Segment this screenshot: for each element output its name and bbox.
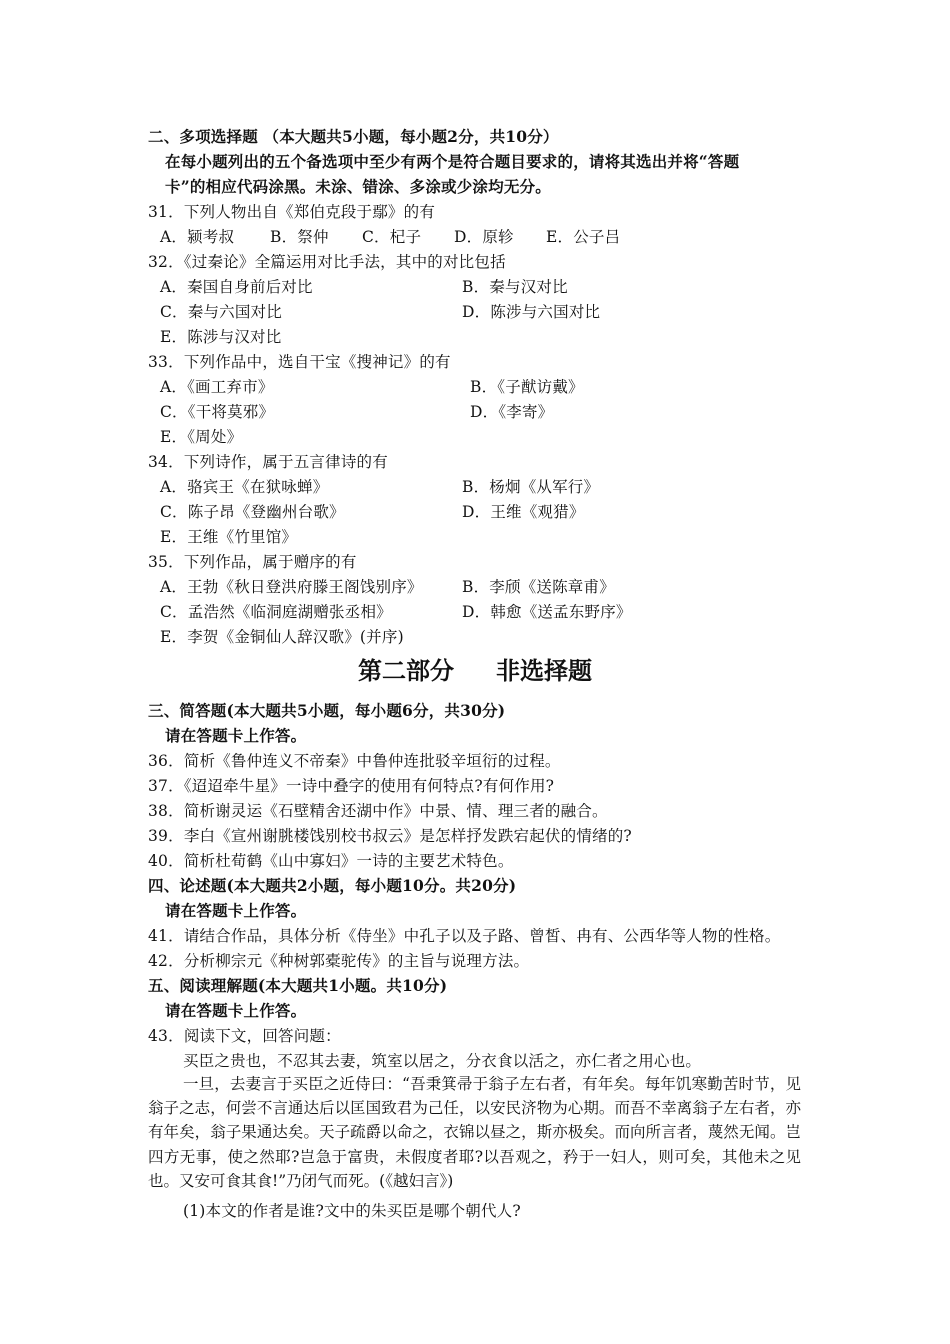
q32-option-d: D．陈涉与六国对比 [462,303,601,321]
section2-instruction-line1: 在每小题列出的五个备选项中至少有两个是符合题目要求的，请将其选出并将“答题 [165,152,740,171]
q34-option-b: B．杨炯《从军行》 [462,478,600,496]
q31-option-e: E．公子吕 [546,228,621,246]
question-31-stem: 31．下列人物出自《郑伯克段于鄢》的有 [148,203,436,221]
q35-option-d: D．韩愈《送孟东野序》 [462,603,632,621]
q32-option-c: C．秦与六国对比 [160,303,282,321]
part2-title-left: 第二部分 [358,657,454,685]
q34-option-a: A．骆宾王《在狱咏蝉》 [160,478,329,496]
section5-note: 请在答题卡上作答。 [165,1001,307,1020]
question-43-sub-1: (1)本文的作者是谁?文中的朱买臣是哪个朝代人? [183,1202,521,1220]
q33-option-d: D．《李寄》 [470,403,554,421]
reading-paragraph-1: 买臣之贵也，不忍其去妻，筑室以居之，分衣食以活之，亦仁者之用心也。 [183,1052,702,1070]
q35-option-a: A．王勃《秋日登洪府滕王阁饯别序》 [160,578,423,596]
q35-option-e: E．李贺《金铜仙人辞汉歌》(并序) [160,628,404,646]
section4-heading: 四、论述题(本大题共2小题，每小题10分。共20分) [148,876,517,895]
reading-paragraph-2: 一旦，去妻言于买臣之近侍曰：“吾秉箕帚于翁子左右者，有年矣。每年饥寒勤苦时节，见翁子之志，何尝不言通达后以匡国致君为己任，以安民济物为心期。而吾不幸离翁子左右者，亦有年矣，翁子果通达矣。天子疏爵以命之，衣锦以昼之，斯亦极矣。而向所言者，蔑然无闻。岂四方无事，使之然耶?岂急于富贵，未假度者耶?以吾观之，矜于一妇人，则可矣，其他未之见也。又安可食其食!”乃闭气而死。(《越妇言》) [148,1075,801,1190]
question-40: 40．简析杜荀鹤《山中寡妇》一诗的主要艺术特色。 [148,852,514,870]
question-41: 41．请结合作品，具体分析《侍坐》中孔子以及子路、曾皙、冉有、公西华等人物的性格。 [148,927,781,945]
section2-instruction-line2: 卡”的相应代码涂黑。未涂、错涂、多涂或少涂均无分。 [165,177,551,196]
part2-title-right: 非选择题 [496,657,592,685]
question-35-stem: 35．下列作品，属于赠序的有 [148,553,357,571]
section4-note: 请在答题卡上作答。 [165,901,307,920]
q34-option-c: C．陈子昂《登幽州台歌》 [160,503,345,521]
section2-heading: 二、多项选择题 （本大题共5小题，每小题2分，共10分） [148,127,559,146]
q32-option-e: E．陈涉与汉对比 [160,328,282,346]
question-43-stem: 43．阅读下文，回答问题： [148,1027,341,1045]
q33-option-c: C．《干将莫邪》 [160,403,275,421]
section3-note: 请在答题卡上作答。 [165,726,307,745]
q32-option-b: B．秦与汉对比 [462,278,568,296]
question-42: 42．分析柳宗元《种树郭橐驼传》的主旨与说理方法。 [148,952,530,970]
question-36: 36．简析《鲁仲连义不帝秦》中鲁仲连批驳辛垣衍的过程。 [148,752,561,770]
q33-option-a: A．《画工弃市》 [160,378,274,396]
question-37: 37．《迢迢牵牛星》一诗中叠字的使用有何特点?有何作用? [148,777,555,795]
q35-option-c: C．孟浩然《临洞庭湖赠张丞相》 [160,603,392,621]
q34-option-d: D．王维《观猎》 [462,503,585,521]
q35-option-b: B．李颀《送陈章甫》 [462,578,615,596]
section5-heading: 五、阅读理解题(本大题共1小题。共10分) [148,976,448,995]
question-34-stem: 34．下列诗作，属于五言律诗的有 [148,453,388,471]
q32-option-a: A．秦国自身前后对比 [160,278,313,296]
q34-option-e: E．王维《竹里馆》 [160,528,298,546]
q33-option-b: B．《子猷访戴》 [470,378,584,396]
q31-option-c: C．杞子 [362,228,422,246]
section3-heading: 三、简答题(本大题共5小题，每小题6分，共30分) [148,701,506,720]
question-38: 38．简析谢灵运《石壁精舍还湖中作》中景、情、理三者的融合。 [148,802,608,820]
part2-title [0,656,950,686]
question-33-stem: 33．下列作品中，选自干宝《搜神记》的有 [148,353,451,371]
q31-option-a: A．颍考叔 [160,228,235,246]
q33-option-e: E．《周处》 [160,428,243,446]
question-32-stem: 32．《过秦论》全篇运用对比手法，其中的对比包括 [148,253,506,271]
q31-option-b: B．祭仲 [270,228,329,246]
question-39: 39．李白《宣州谢朓楼饯别校书叔云》是怎样抒发跌宕起伏的情绪的? [148,827,632,845]
q31-option-d: D．原轸 [454,228,514,246]
